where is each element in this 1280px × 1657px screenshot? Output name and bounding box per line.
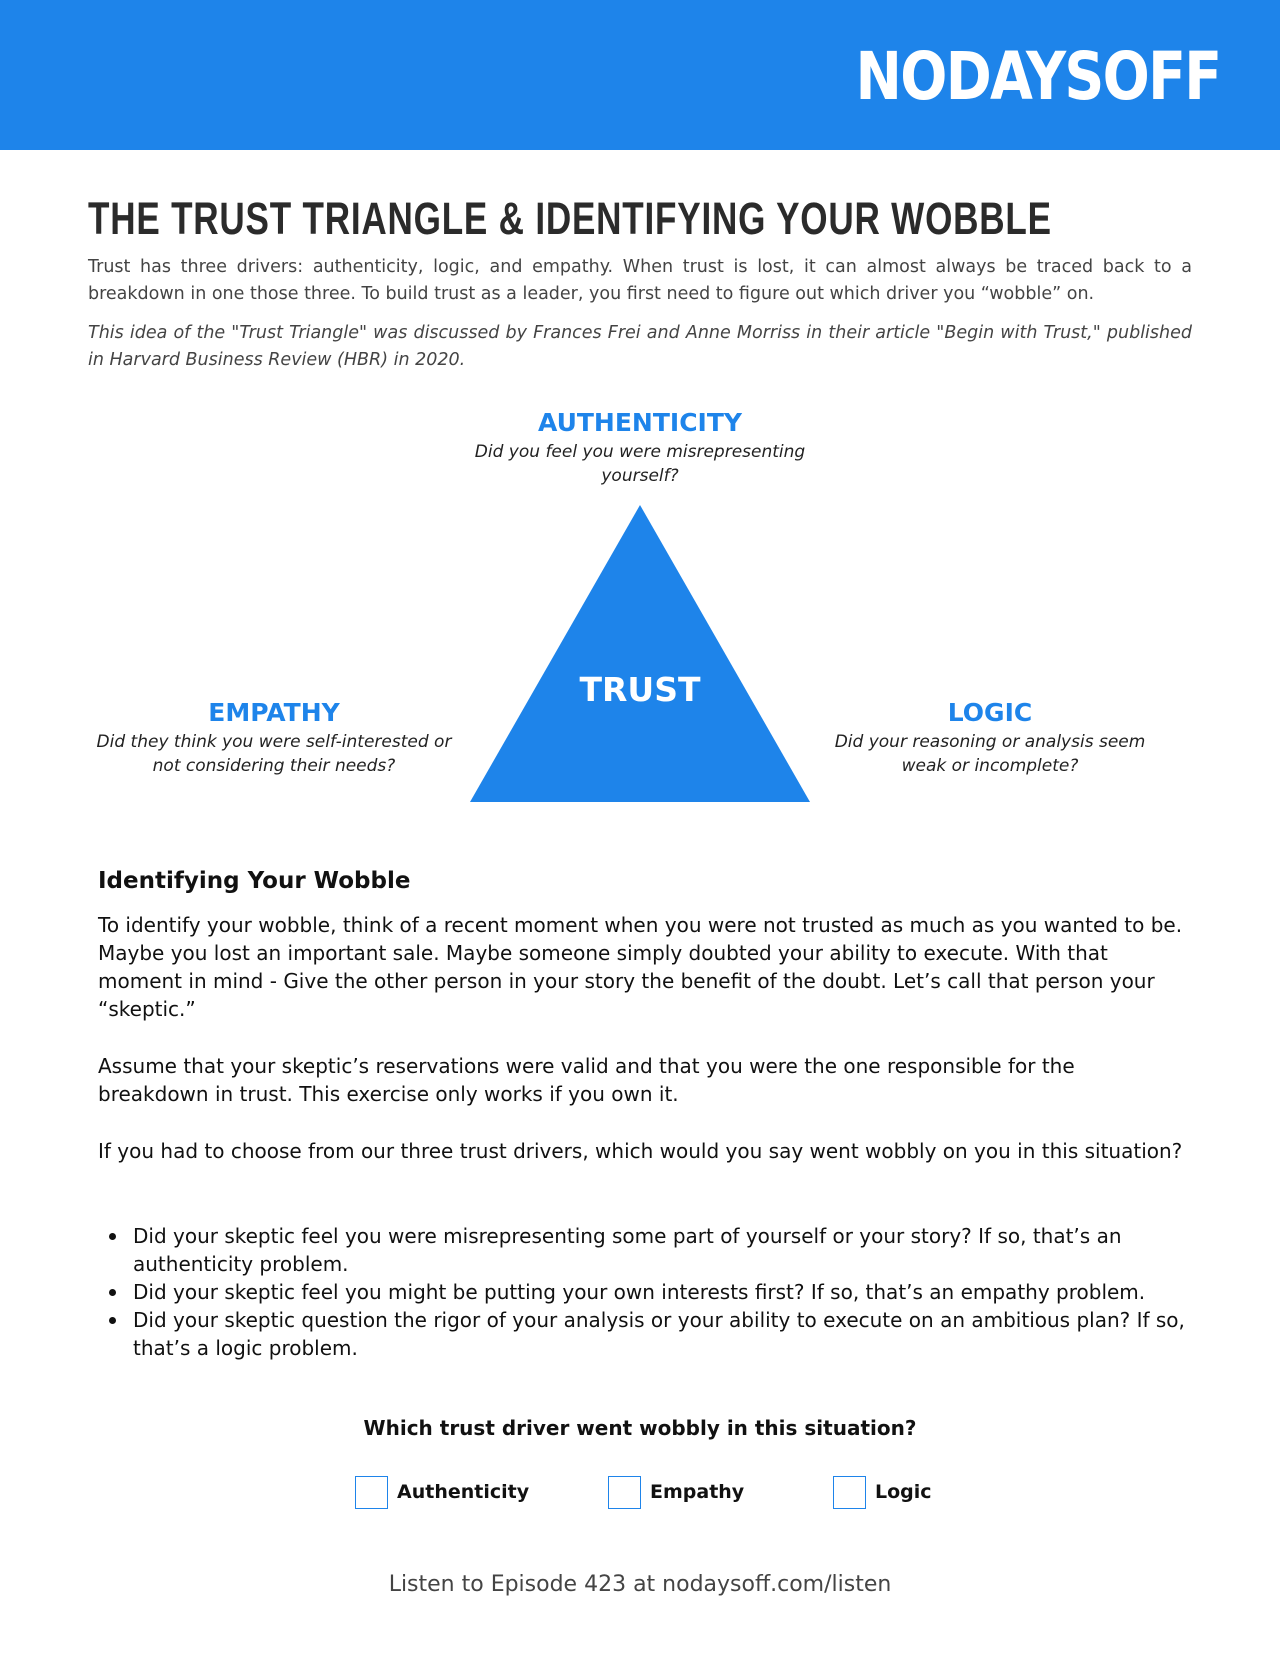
logic-question: Did your reasoning or analysis seem weak or incomplete? [834, 732, 1146, 776]
footer-episode-link: Listen to Episode 423 at nodaysoff.com/listen [388, 1572, 892, 1597]
authenticity-title: AUTHENTICITY [537, 408, 743, 437]
empathy-title: EMPATHY [208, 698, 340, 727]
logic-title: LOGIC [947, 698, 1033, 727]
wobble-paragraph-1: To identify your wobble, think of a recent moment when you were not trusted as much as you wanted to be. Maybe you lost an important sale. Maybe someone simply doubted your ability to execute. With that moment in mind - Give the other person in your story the benefit of the doubt. Let’s call that person your “skeptic.” [98, 913, 1183, 1021]
authenticity-question: Did you feel you were misrepresenting yourself? [474, 442, 806, 486]
logic-option-label: Logic [875, 1481, 932, 1503]
option-logic[interactable] [833, 1475, 932, 1509]
trust-center-label: TRUST [579, 670, 701, 709]
brand-logo: NODAYSOFF [855, 38, 1220, 115]
trust-triangle-shape [470, 505, 810, 802]
wobble-paragraph-2: Assume that your skeptic’s reservations were valid and that you were the one responsible for the breakdown in trust. This exercise only works if you own it. [98, 1054, 1075, 1106]
triangle-polygon [470, 505, 810, 802]
authenticity-checkbox[interactable] [355, 1476, 388, 1509]
bullet-authenticity: Did your skeptic feel you were misrepresenting some part of yourself or your story? If so, that’s an authenticity problem. [133, 1222, 1188, 1278]
page-title: THE TRUST TRIANGLE & IDENTIFYING YOUR WOBBLE [88, 193, 1052, 244]
bullet-empathy: Did your skeptic feel you might be putting your own interests first? If so, that’s an empathy problem. [133, 1278, 1188, 1306]
driver-bullet-list [133, 1222, 1188, 1362]
section-heading: Identifying Your Wobble [98, 868, 411, 894]
wobble-paragraph-3: If you had to choose from our three trust drivers, which would you say went wobbly on you in this situation? [98, 1139, 1183, 1163]
option-authenticity[interactable] [355, 1475, 529, 1509]
header-bar [0, 0, 1280, 150]
citation-paragraph: This idea of the "Trust Triangle" was discussed by Frances Frei and Anne Morriss in their article "Begin with Trust," published in Harvard Business Review (HBR) in 2020. [88, 323, 1192, 370]
option-empathy[interactable] [608, 1475, 744, 1509]
empathy-question: Did they think you were self-interested or not considering their needs? [96, 732, 452, 776]
empathy-checkbox[interactable] [608, 1476, 641, 1509]
authenticity-option-label: Authenticity [397, 1481, 530, 1503]
intro-paragraph: Trust has three drivers: authenticity, logic, and empathy. When trust is lost, it can almost always be traced back to a breakdown in one those three. To build trust as a leader, you first need to figure out which driver you “wobble” on. [88, 257, 1192, 304]
checklist-question: Which trust driver went wobbly in this situation? [363, 1416, 917, 1440]
logic-checkbox[interactable] [833, 1476, 866, 1509]
bullet-logic: Did your skeptic question the rigor of your analysis or your ability to execute on an ambitious plan? If so, that’s a logic problem. [133, 1306, 1188, 1362]
empathy-option-label: Empathy [650, 1481, 745, 1503]
